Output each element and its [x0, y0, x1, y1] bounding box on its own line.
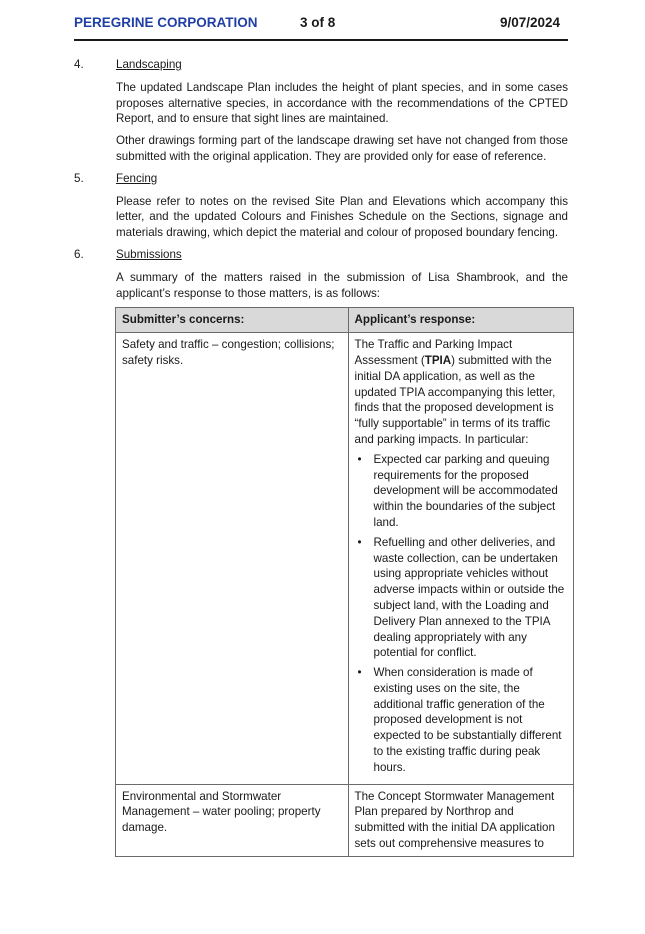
response-cell: The Concept Stormwater Management Plan prepared by Northrop and submitted with the initial DA application sets out comprehensive measures to: [348, 784, 574, 856]
concern-cell: Safety and traffic – congestion; collisions; safety risks.: [116, 333, 349, 785]
list-item: [357, 535, 568, 661]
table-header-row: [116, 308, 574, 333]
section-number: 4.: [74, 58, 84, 71]
document-date: 9/07/2024: [499, 15, 560, 30]
company-name: PEREGRINE CORPORATION: [74, 15, 258, 30]
section-number: 6.: [74, 247, 84, 261]
response-text: [355, 337, 568, 448]
section-title: Fencing: [116, 171, 158, 185]
bullet-text: Refuelling and other deliveries, and waste collection, can be undertaken using appropriate vehicles without adverse impacts within or outside the subject land, with the Loading and Delivery Plan annexed to the TPIA dealing appropriately with any potential for conflict.: [373, 535, 565, 660]
section-submissions: [74, 247, 568, 301]
page-number: 3 of 8: [300, 15, 336, 30]
column-header-response: Applicant’s response:: [348, 308, 574, 333]
tpia-abbreviation: TPIA: [424, 353, 452, 367]
bullet-icon: •: [357, 452, 362, 466]
section-number: 5.: [74, 171, 84, 185]
response-cell: [348, 333, 574, 785]
bullet-icon: •: [357, 666, 362, 680]
response-bullet-list: [355, 452, 568, 776]
submissions-table: [115, 307, 574, 857]
section-title: Landscaping: [116, 58, 182, 71]
paragraph: The updated Landscape Plan includes the height of plant species, and in some cases proposes alternative species, in accordance with the recommendations of the CPTED Report, and to ensure that sight lines are maintained.: [116, 80, 568, 126]
response-text-end: ) submitted with the initial DA application, as well as the updated TPIA accompanying this letter, finds that the proposed development is “fully supportable” in terms of its traffic and parking impacts. In particular:: [354, 353, 556, 446]
paragraph: A summary of the matters raised in the submission of Lisa Shambrook, and the applicant’s response to those matters, is as follows:: [116, 270, 568, 300]
bullet-icon: •: [357, 535, 362, 549]
section-fencing: [74, 171, 568, 241]
document-header: [74, 13, 568, 41]
document-body: [74, 57, 568, 857]
table-row: [116, 333, 574, 785]
paragraph: Other drawings forming part of the landscape drawing set have not changed from those submitted with the original application. They are provided only for ease of reference.: [116, 134, 568, 163]
table-row: [116, 784, 574, 856]
column-header-concerns: Submitter’s concerns:: [116, 308, 349, 333]
paragraph: Please refer to notes on the revised Site Plan and Elevations which accompany this letter, and the updated Colours and Finishes Schedule on the Sections, signage and materials drawing, which depict the material and colour of proposed boundary fencing.: [116, 194, 568, 240]
list-item: [357, 665, 568, 776]
bullet-text: Expected car parking and queuing requirements for the proposed development will be accommodated within the boundaries of the subject land.: [373, 452, 558, 529]
concern-cell: Environmental and Stormwater Management – water pooling; property damage.: [116, 784, 349, 856]
bullet-text: When consideration is made of existing uses on the site, the additional traffic generation of the proposed development is not expected to be substantially different to the existing traffic during peak hours.: [373, 666, 562, 774]
section-title: Submissions: [116, 247, 182, 261]
response-text-start: The Traffic and Parking Impact Assessment (: [354, 338, 513, 367]
list-item: [357, 452, 568, 531]
section-landscaping: [74, 57, 568, 165]
